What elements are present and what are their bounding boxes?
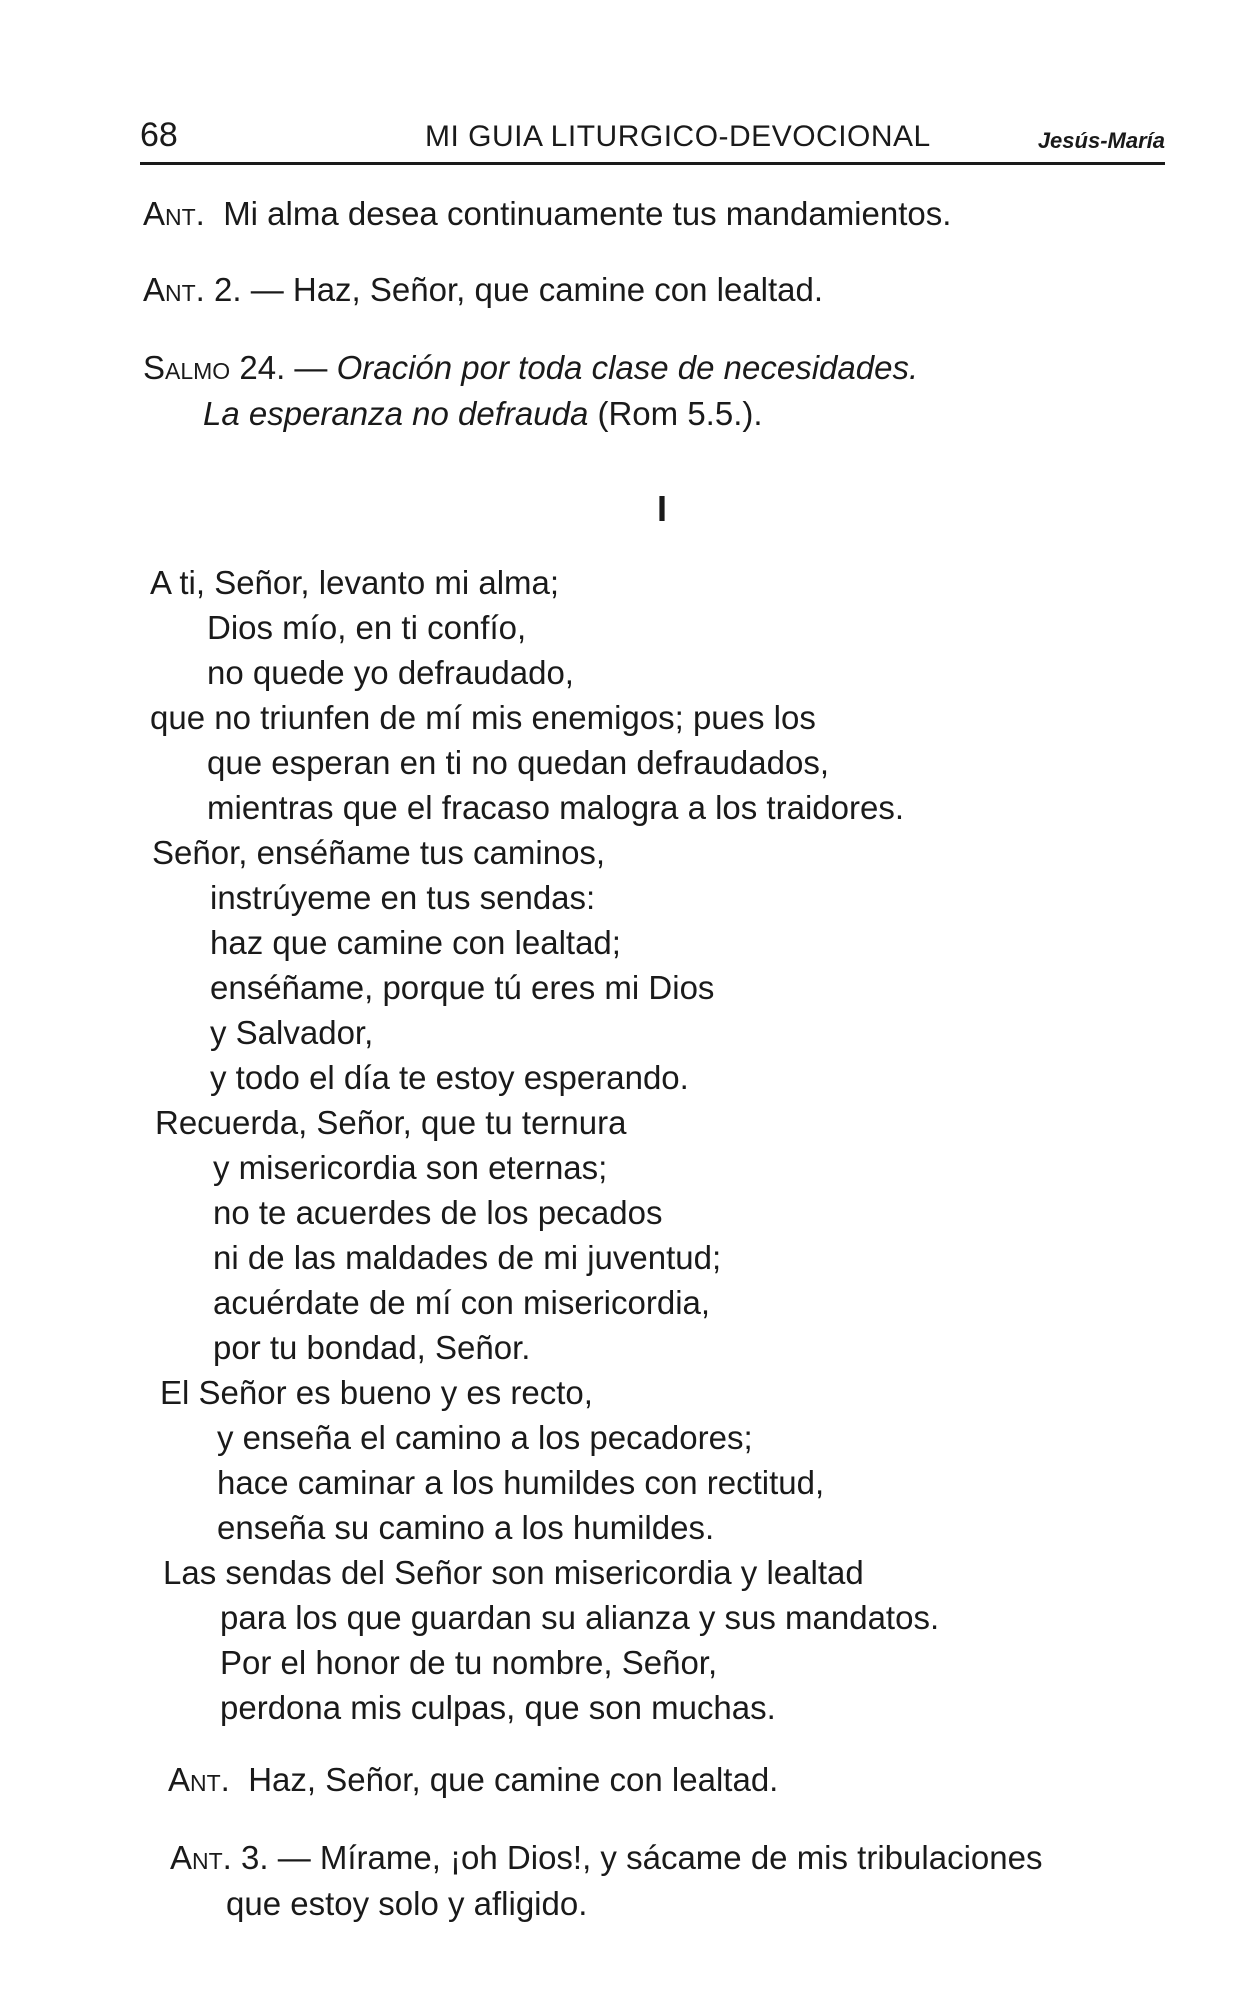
verse-line: enséñame, porque tú eres mi Dios (210, 969, 715, 1006)
verse-line: y todo el día te estoy esperando. (210, 1059, 689, 1096)
psalm-reference: (Rom 5.5.). (597, 395, 763, 432)
page-number: 68 (140, 116, 178, 154)
verse-line: Señor, enséñame tus caminos, (152, 834, 606, 871)
psalm-label: Salmo 24. (143, 349, 286, 386)
section-numeral: I (657, 488, 668, 529)
verse-line: A ti, Señor, levanto mi alma; (150, 564, 560, 601)
verse-line: Recuerda, Señor, que tu ternura (155, 1104, 627, 1141)
running-title: MI GUIA LITURGICO-DEVOCIONAL (425, 120, 931, 153)
psalm-subtitle-text: La esperanza no defrauda (203, 395, 589, 432)
verse-line: haz que camine con lealtad; (210, 924, 621, 961)
antiphon-3 (170, 1838, 1042, 1878)
verse-line: y misericordia son eternas; (213, 1149, 608, 1186)
antiphon-label: Ant. 2. (143, 271, 242, 308)
antiphon-text: — Haz, Señor, que camine con lealtad. (250, 271, 824, 308)
antiphon-1 (143, 194, 951, 234)
antiphon-label: Ant. (168, 1761, 230, 1798)
antiphon-label: Ant. 3. (170, 1839, 269, 1876)
verse-line: que esperan en ti no quedan defraudados, (207, 744, 830, 781)
verse-line: instrúyeme en tus sendas: (210, 879, 596, 916)
verse-line: Las sendas del Señor son misericordia y lealtad (163, 1554, 864, 1591)
verse-line: Por el honor de tu nombre, Señor, (220, 1644, 718, 1681)
verse-line: no te acuerdes de los pecados (213, 1194, 663, 1231)
verse-line: perdona mis culpas, que son muchas. (220, 1689, 776, 1726)
verse-line: no quede yo defraudado, (207, 654, 574, 691)
verse-line: y enseña el camino a los pecadores; (217, 1419, 753, 1456)
antiphon-text: Mi alma desea continuamente tus mandamientos. (223, 195, 952, 232)
verse-line: Dios mío, en ti confío, (207, 609, 527, 646)
antiphon-text: — Mírame, ¡oh Dios!, y sácame de mis tribulaciones (277, 1839, 1043, 1876)
verse-line: El Señor es bueno y es recto, (160, 1374, 593, 1411)
psalm-dash: — (294, 349, 328, 386)
verse-line: ni de las maldades de mi juventud; (213, 1239, 722, 1276)
antiphon-3-continuation: que estoy solo y afligido. (226, 1885, 588, 1922)
verse-line: que no triunfen de mí mis enemigos; pues los (150, 699, 816, 736)
psalm-title: Oración por toda clase de necesidades. (336, 349, 919, 386)
antiphon-repeat (168, 1760, 778, 1800)
verse-line: mientras que el fracaso malogra a los traidores. (207, 789, 904, 826)
header-rule (140, 162, 1165, 165)
publisher-mark: Jesús-María (1037, 128, 1165, 153)
verse-line: acuérdate de mí con misericordia, (213, 1284, 711, 1321)
verse-line: por tu bondad, Señor. (213, 1329, 531, 1366)
psalm-subtitle (203, 394, 763, 434)
verse-line: para los que guardan su alianza y sus mandatos. (220, 1599, 940, 1636)
antiphon-label: Ant. (143, 195, 205, 232)
antiphon-2 (143, 270, 823, 310)
verse-line: enseña su camino a los humildes. (217, 1509, 715, 1546)
verse-line: hace caminar a los humildes con rectitud, (217, 1464, 825, 1501)
psalm-heading (143, 348, 918, 388)
page-header (140, 110, 1165, 170)
antiphon-text: Haz, Señor, que camine con lealtad. (248, 1761, 779, 1798)
verse-line: y Salvador, (210, 1014, 374, 1051)
